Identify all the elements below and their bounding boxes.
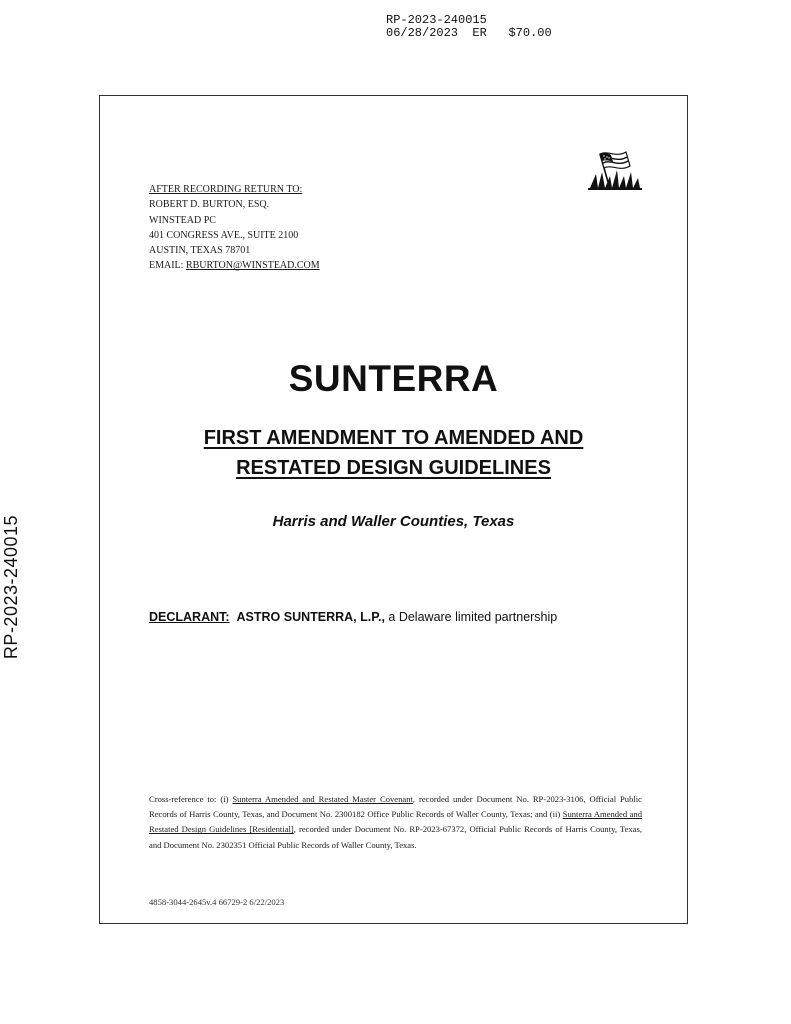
document-subtitle <box>99 423 688 483</box>
footer-document-id: 4858-3044-2645v.4 66729-2 6/22/2023 <box>149 897 285 907</box>
return-email-line <box>149 258 320 273</box>
email-link[interactable]: RBURTON@WINSTEAD.COM <box>185 260 320 272</box>
return-line: ROBERT D. BURTON, ESQ. <box>149 199 270 211</box>
return-line: AUSTIN, TEXAS 78701 <box>149 245 251 257</box>
cross-reference-paragraph <box>149 792 642 853</box>
cross-reference-text: Cross-reference to: (i) <box>149 794 233 804</box>
cross-reference-document-title: Sunterra Amended and Restated Design Guidelines [Residential] <box>149 809 642 835</box>
return-line: 401 CONGRESS AVE., SUITE 2100 <box>149 229 299 241</box>
cross-reference-document-title: Sunterra Amended and Restated Master Covenant <box>232 794 413 804</box>
return-heading: AFTER RECORDING RETURN TO: <box>149 184 303 195</box>
flag-and-grass-logo-icon <box>586 146 644 192</box>
cross-reference-text: , recorded under Document No. RP-2023-3106, Official Public Records of Harris County, Texas, and Document No. 2300182 Office Public Records of Waller County, Texas; and (ii) <box>149 794 642 820</box>
declarant-name: ASTRO SUNTERRA, L.P., <box>236 610 385 624</box>
declarant-description: a Delaware limited partnership <box>388 610 558 624</box>
recording-code: ER <box>472 26 487 40</box>
recording-number: RP-2023-240015 <box>386 13 487 27</box>
cross-reference-text: , recorded under Document No. RP-2023-67372, Official Public Records of Harris County, Texas, and Document No. 2302351 Official Public Records of Waller County, Texas. <box>149 824 642 850</box>
document-title: SUNTERRA <box>288 358 499 399</box>
side-document-number: RP-2023-240015 <box>1 514 21 660</box>
recording-fee: $70.00 <box>508 26 552 40</box>
return-address-block <box>149 182 320 274</box>
declarant-label: DECLARANT: <box>149 610 230 624</box>
recording-date: 06/28/2023 <box>386 26 459 40</box>
return-line: WINSTEAD PC <box>149 214 216 226</box>
recording-stamp <box>386 14 552 40</box>
subtitle-line: FIRST AMENDMENT TO AMENDED AND <box>203 427 584 449</box>
counties-line: Harris and Waller Counties, Texas <box>272 513 515 530</box>
email-label: EMAIL: <box>149 260 184 272</box>
declarant-line <box>149 610 557 624</box>
subtitle-line: RESTATED DESIGN GUIDELINES <box>236 457 551 479</box>
